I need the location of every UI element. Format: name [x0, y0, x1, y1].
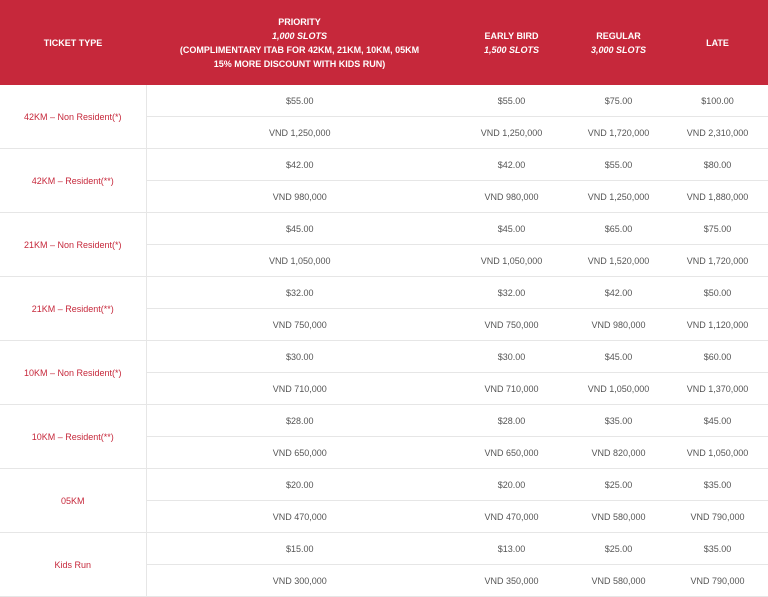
header-priority-slots: 1,000 SLOTS — [271, 30, 328, 41]
table-body — [0, 85, 768, 597]
price-vnd-regular: VND 1,050,000 — [570, 373, 667, 405]
header-row — [0, 0, 768, 85]
price-usd-late: $50.00 — [667, 277, 768, 309]
price-vnd-regular: VND 1,520,000 — [570, 245, 667, 277]
ticket-type-cell: Kids Run — [0, 533, 146, 597]
price-vnd-early-bird: VND 710,000 — [453, 373, 570, 405]
table-row-usd — [0, 149, 768, 181]
price-vnd-priority: VND 1,250,000 — [146, 117, 453, 149]
price-usd-regular: $35.00 — [570, 405, 667, 437]
header-priority — [146, 0, 453, 85]
price-vnd-late: VND 1,370,000 — [667, 373, 768, 405]
price-usd-regular: $42.00 — [570, 277, 667, 309]
header-priority-note-line1: (COMPLIMENTARY ITAB FOR 42KM, 21KM, 10KM, 05KM — [179, 44, 420, 55]
price-vnd-early-bird: VND 650,000 — [453, 437, 570, 469]
price-usd-priority: $42.00 — [146, 149, 453, 181]
price-usd-late: $75.00 — [667, 213, 768, 245]
price-vnd-priority: VND 1,050,000 — [146, 245, 453, 277]
price-usd-early-bird: $45.00 — [453, 213, 570, 245]
price-usd-late: $60.00 — [667, 341, 768, 373]
ticket-type-cell: 21KM – Resident(**) — [0, 277, 146, 341]
header-early-bird — [453, 0, 570, 85]
price-vnd-regular: VND 980,000 — [570, 309, 667, 341]
table-row-usd — [0, 405, 768, 437]
ticket-type-cell: 21KM – Non Resident(*) — [0, 213, 146, 277]
price-usd-late: $35.00 — [667, 533, 768, 565]
price-usd-regular: $75.00 — [570, 85, 667, 117]
price-vnd-late: VND 790,000 — [667, 565, 768, 597]
header-priority-note-line2: 15% MORE DISCOUNT WITH KIDS RUN) — [213, 58, 386, 69]
header-regular-slots: 3,000 SLOTS — [590, 44, 647, 55]
price-vnd-late: VND 2,310,000 — [667, 117, 768, 149]
price-usd-regular: $65.00 — [570, 213, 667, 245]
price-vnd-priority: VND 750,000 — [146, 309, 453, 341]
price-vnd-late: VND 1,120,000 — [667, 309, 768, 341]
price-usd-early-bird: $30.00 — [453, 341, 570, 373]
price-usd-early-bird: $42.00 — [453, 149, 570, 181]
price-vnd-early-bird: VND 1,250,000 — [453, 117, 570, 149]
price-usd-priority: $30.00 — [146, 341, 453, 373]
price-vnd-priority: VND 470,000 — [146, 501, 453, 533]
price-vnd-early-bird: VND 750,000 — [453, 309, 570, 341]
header-regular-title: REGULAR — [596, 30, 641, 41]
price-usd-early-bird: $32.00 — [453, 277, 570, 309]
ticket-type-cell: 42KM – Non Resident(*) — [0, 85, 146, 149]
price-usd-late: $35.00 — [667, 469, 768, 501]
table-row-usd — [0, 213, 768, 245]
ticket-type-cell: 10KM – Resident(**) — [0, 405, 146, 469]
table-row-usd — [0, 341, 768, 373]
price-usd-late: $80.00 — [667, 149, 768, 181]
header-priority-title: PRIORITY — [278, 16, 321, 27]
price-vnd-early-bird: VND 470,000 — [453, 501, 570, 533]
price-usd-regular: $25.00 — [570, 469, 667, 501]
price-vnd-early-bird: VND 350,000 — [453, 565, 570, 597]
table-row-usd — [0, 533, 768, 565]
table-row-usd — [0, 469, 768, 501]
price-vnd-regular: VND 1,720,000 — [570, 117, 667, 149]
ticket-type-cell: 05KM — [0, 469, 146, 533]
price-usd-regular: $45.00 — [570, 341, 667, 373]
price-vnd-priority: VND 300,000 — [146, 565, 453, 597]
price-usd-early-bird: $13.00 — [453, 533, 570, 565]
price-usd-priority: $55.00 — [146, 85, 453, 117]
table-row-usd — [0, 277, 768, 309]
header-ticket-type: TICKET TYPE — [0, 0, 146, 85]
price-vnd-late: VND 1,880,000 — [667, 181, 768, 213]
ticket-type-cell: 10KM – Non Resident(*) — [0, 341, 146, 405]
price-usd-priority: $45.00 — [146, 213, 453, 245]
price-vnd-priority: VND 650,000 — [146, 437, 453, 469]
header-late — [667, 0, 768, 85]
header-early-bird-slots: 1,500 SLOTS — [483, 44, 540, 55]
price-usd-priority: $32.00 — [146, 277, 453, 309]
header-regular — [570, 0, 667, 85]
price-vnd-late: VND 790,000 — [667, 501, 768, 533]
price-usd-early-bird: $20.00 — [453, 469, 570, 501]
price-usd-regular: $25.00 — [570, 533, 667, 565]
price-vnd-early-bird: VND 1,050,000 — [453, 245, 570, 277]
ticket-type-cell: 42KM – Resident(**) — [0, 149, 146, 213]
header-early-bird-title: EARLY BIRD — [484, 30, 539, 41]
header-late-title: LATE — [706, 37, 729, 48]
price-vnd-priority: VND 710,000 — [146, 373, 453, 405]
price-vnd-early-bird: VND 980,000 — [453, 181, 570, 213]
price-vnd-regular: VND 820,000 — [570, 437, 667, 469]
price-vnd-priority: VND 980,000 — [146, 181, 453, 213]
price-usd-early-bird: $28.00 — [453, 405, 570, 437]
price-vnd-late: VND 1,720,000 — [667, 245, 768, 277]
price-usd-priority: $20.00 — [146, 469, 453, 501]
price-vnd-regular: VND 580,000 — [570, 501, 667, 533]
price-vnd-regular: VND 1,250,000 — [570, 181, 667, 213]
price-usd-late: $100.00 — [667, 85, 768, 117]
table-row-usd — [0, 85, 768, 117]
price-usd-regular: $55.00 — [570, 149, 667, 181]
price-usd-priority: $15.00 — [146, 533, 453, 565]
price-usd-late: $45.00 — [667, 405, 768, 437]
table-header — [0, 0, 768, 85]
price-usd-early-bird: $55.00 — [453, 85, 570, 117]
price-vnd-late: VND 1,050,000 — [667, 437, 768, 469]
price-usd-priority: $28.00 — [146, 405, 453, 437]
price-vnd-regular: VND 580,000 — [570, 565, 667, 597]
